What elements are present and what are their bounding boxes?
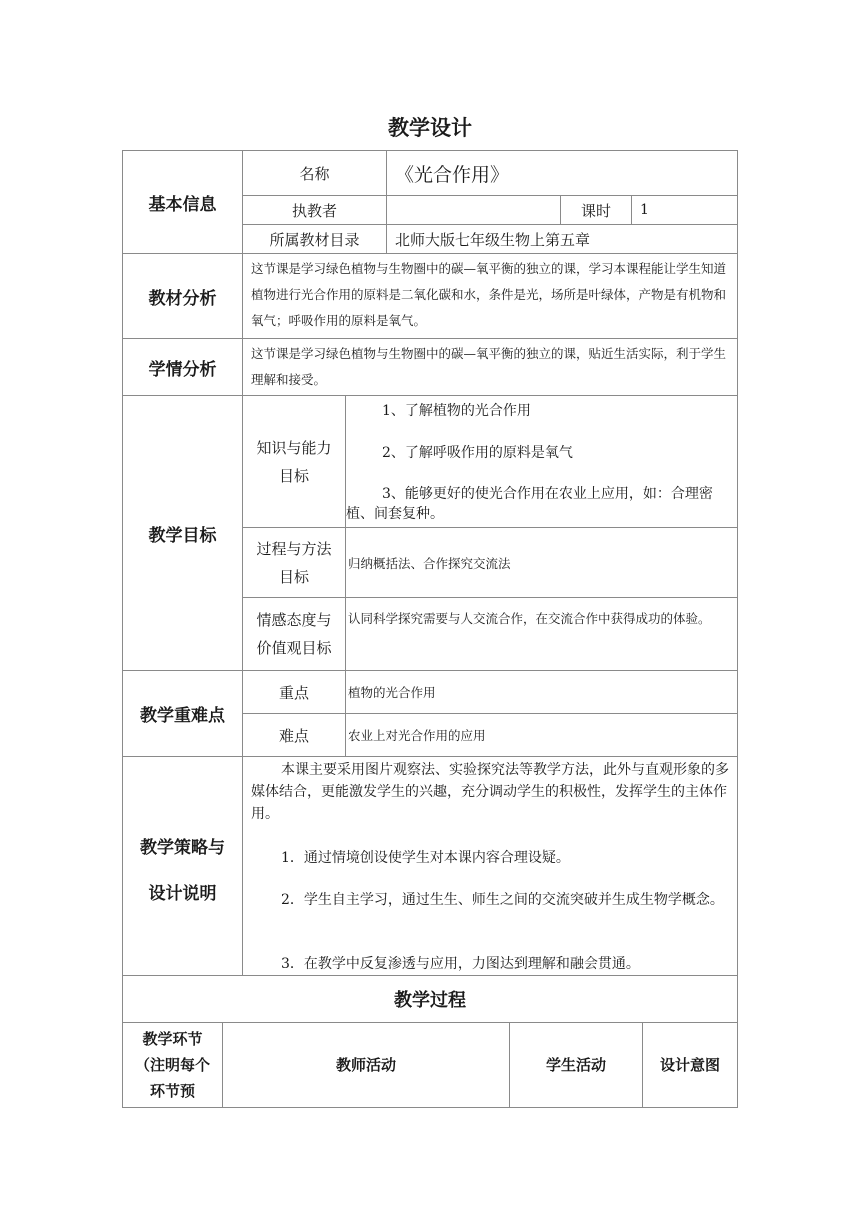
teacher-activity-header: 教师活动: [222, 1022, 510, 1108]
stage-column-header: 教学环节（注明每个环节预: [122, 1022, 223, 1108]
emotion-text: 认同科学探究需要与人交流合作，在交流合作中获得成功的体验。: [345, 597, 738, 671]
process-header: 教学过程: [122, 975, 738, 1023]
strategy-paragraph: 1．通过情境创设使学生对本课内容合理设疑。: [281, 850, 570, 866]
student-analysis-header: 学情分析: [122, 338, 243, 396]
key-points-header: 教学重难点: [122, 670, 243, 757]
period-label: 课时: [560, 195, 632, 225]
strategy-header-line2: 设计说明: [148, 884, 217, 904]
teacher-label: 执教者: [242, 195, 387, 225]
process-method-text: 归纳概括法、合作探究交流法: [345, 527, 738, 598]
student-activity-header: 学生活动: [509, 1022, 643, 1108]
material-analysis-header: 教材分析: [122, 253, 243, 339]
strategy-paragraph: 3．在教学中反复渗透与应用，力图达到理解和融会贯通。: [281, 956, 640, 972]
design-intent-header: 设计意图: [642, 1022, 738, 1108]
knowledge-item: 1、了解植物的光合作用: [382, 403, 531, 419]
knowledge-item: 2、了解呼吸作用的原料是氧气: [382, 445, 573, 461]
strategy-paragraph: 2．学生自主学习，通过生生、师生之间的交流突破并生成生物学概念。: [281, 892, 724, 908]
key-text: 植物的光合作用: [345, 670, 738, 714]
name-value: 《光合作用》: [386, 150, 738, 196]
catalog-label: 所属教材目录: [242, 224, 387, 254]
difficult-text: 农业上对光合作用的应用: [345, 713, 738, 757]
name-label: 名称: [242, 150, 387, 196]
page-title: 教学设计: [388, 116, 472, 140]
knowledge-cell: [345, 395, 738, 528]
catalog-value: 北师大版七年级生物上第五章: [386, 224, 738, 254]
objectives-header: 教学目标: [122, 395, 243, 671]
strategy-header: [122, 756, 243, 976]
key-label: 重点: [242, 670, 346, 714]
teacher-value: [386, 195, 561, 225]
knowledge-item: 3、能够更好的使光合作用在农业上应用，如：合理密植、间套复种。: [346, 486, 713, 522]
period-value: 1: [631, 195, 738, 225]
difficult-label: 难点: [242, 713, 346, 757]
strategy-cell: [242, 756, 738, 976]
process-method-label: 过程与方法目标: [242, 527, 346, 598]
basic-info-header: 基本信息: [122, 150, 243, 254]
material-analysis-text: 这节课是学习绿色植物与生物圈中的碳—氧平衡的独立的课，学习本课程能让学生知道植物进行光合作用的原料是二氧化碳和水，条件是光，场所是叶绿体，产物是有机物和氧气；呼吸作用的原料是氧气。: [242, 253, 738, 339]
strategy-header-line1: 教学策略与: [140, 838, 225, 858]
knowledge-label: 知识与能力目标: [242, 395, 346, 528]
student-analysis-text: 这节课是学习绿色植物与生物圈中的碳—氧平衡的独立的课，贴近生活实际，利于学生理解和接受。: [242, 338, 738, 396]
emotion-label: 情感态度与价值观目标: [242, 597, 346, 671]
strategy-paragraph: 本课主要采用图片观察法、实验探究法等教学方法，此外与直观形象的多媒体结合，更能激发学生的兴趣，充分调动学生的积极性，发挥学生的主体作用。: [251, 762, 729, 822]
